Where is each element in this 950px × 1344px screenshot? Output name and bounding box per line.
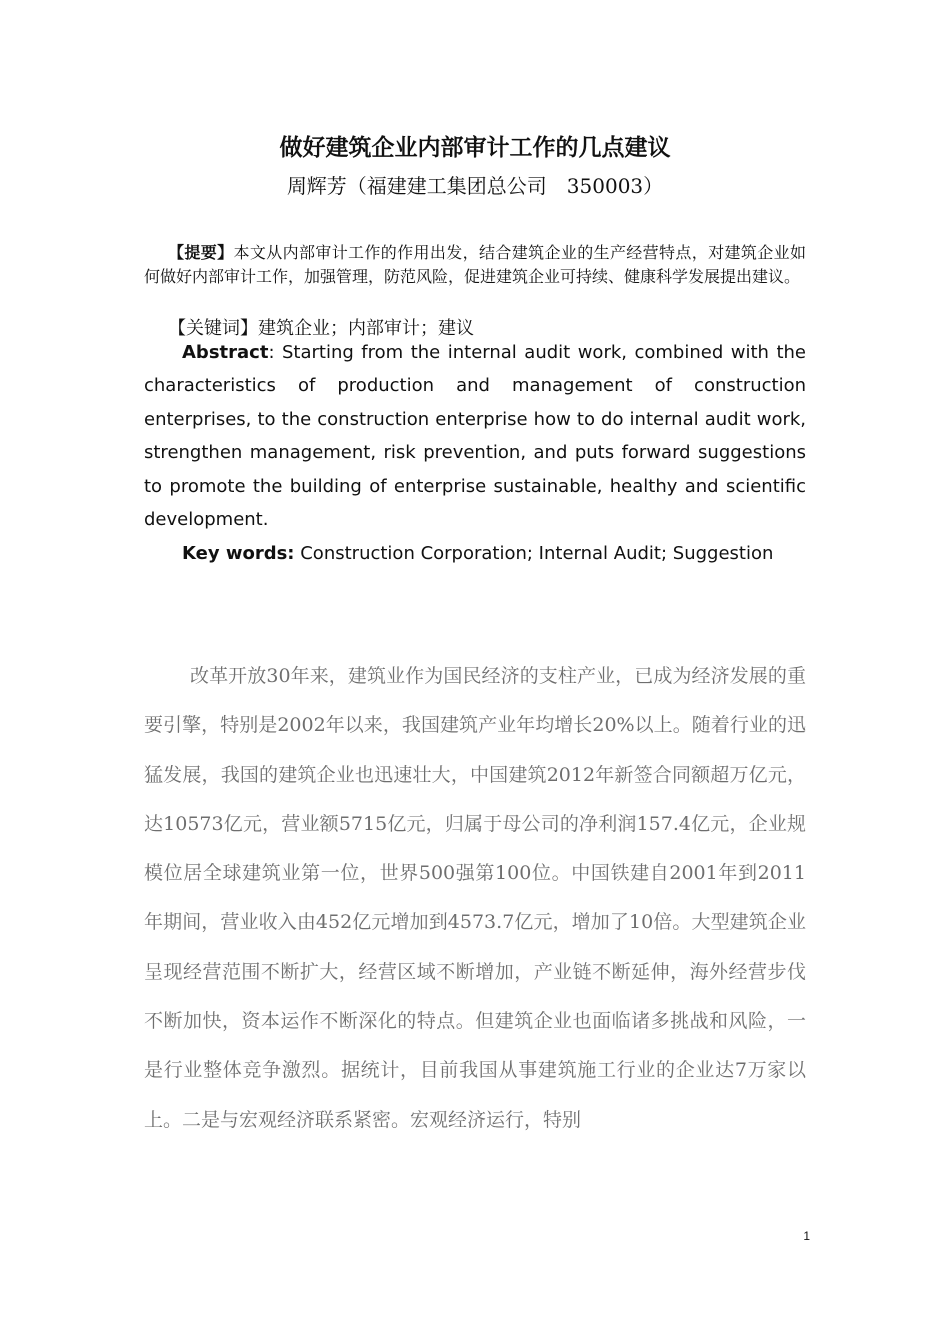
- english-keywords: [144, 537, 806, 570]
- document-title: 做好建筑企业内部审计工作的几点建议: [279, 135, 671, 161]
- chinese-keywords-text: 建筑企业；内部审计；建议: [258, 318, 474, 339]
- chinese-abstract-text: 本文从内部审计工作的作用出发，结合建筑企业的生产经营特点，对建筑企业如何做好内部审计工作，加强管理，防范风险，促进建筑企业可持续、健康科学发展提出建议。: [144, 243, 806, 286]
- chinese-keywords-label: 【关键词】: [168, 318, 258, 339]
- english-abstract: [144, 336, 806, 536]
- english-abstract-text: : Starting from the internal audit work, combined with the characteristics of production and management of construction enterprises, to the construction enterprise how to do internal audit work, strengthen management, risk prevention, and puts forward suggestions to promote the building of enterprise sustainable, healthy and scientific development.: [144, 342, 806, 531]
- english-abstract-label: Abstract: [182, 342, 269, 363]
- page-number: 1: [803, 1229, 810, 1243]
- chinese-abstract: [144, 241, 806, 289]
- chinese-abstract-label: 【提要】: [168, 243, 234, 262]
- body-paragraph: 改革开放30年来，建筑业作为国民经济的支柱产业，已成为经济发展的重要引擎，特别是2002年以来，我国建筑产业年均增长20%以上。随着行业的迅猛发展，我国的建筑企业也迅速壮大，中国建筑2012年新签合同额超万亿元，达10573亿元，营业额5715亿元，归属于母公司的净利润157.4亿元，企业规模位居全球建筑业第一位，世界500强第100位。中国铁建自2001年到2011年期间，营业收入由452亿元增加到4573.7亿元，增加了10倍。大型建筑企业呈现经营范围不断扩大，经营区域不断增加，产业链不断延伸，海外经营步伐不断加快，资本运作不断深化的特点。但建筑企业也面临诸多挑战和风险，一是行业整体竞争激烈。据统计，目前我国从事建筑施工行业的企业达7万家以上。二是与宏观经济联系紧密。宏观经济运行，特别: [144, 665, 806, 1131]
- author-line: 周辉芳（福建建工集团总公司 350003）: [286, 174, 664, 198]
- english-keywords-label: Key words:: [182, 543, 295, 564]
- english-keywords-text: Construction Corporation; Internal Audit; Suggestion: [294, 543, 774, 564]
